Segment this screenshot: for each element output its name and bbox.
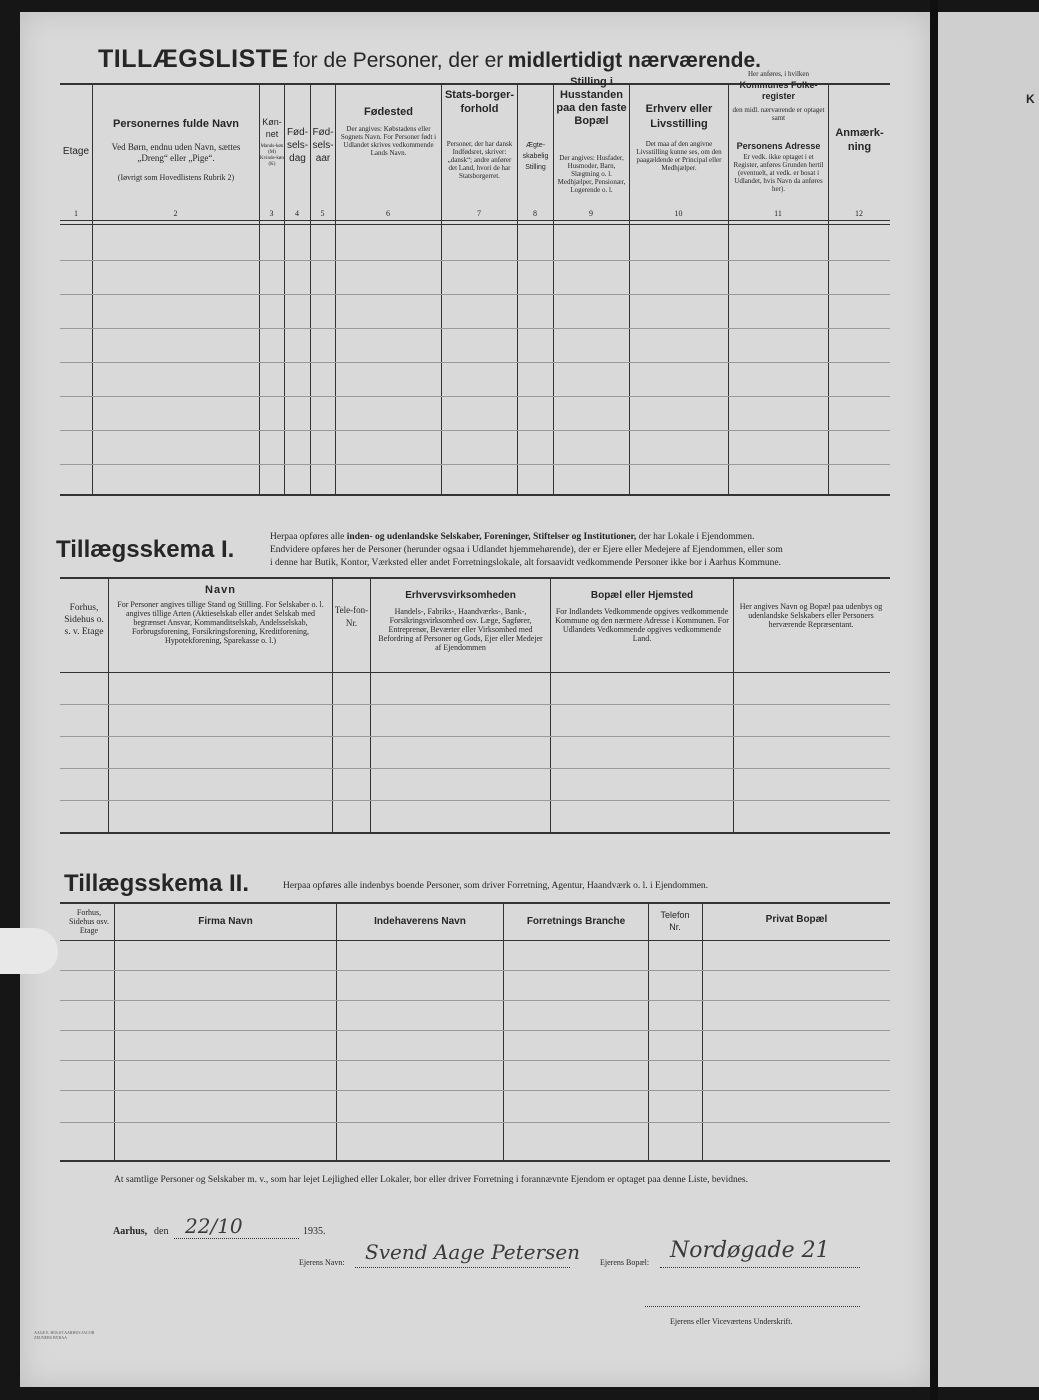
- title-end: midlertidigt nærværende.: [507, 49, 761, 72]
- col-koen: Køn-net: [262, 117, 282, 139]
- col-num: 11: [774, 209, 782, 218]
- thumb-overlay: [0, 928, 58, 974]
- owner-address-handwritten: Nordøgade 21: [670, 1238, 830, 1263]
- skema1-text-line2: Endvidere opføres her de Personer (herunder ogsaa i Udlandet hjemmehørende), der er Ejere eller Medejere af Ejendommen, eller som: [270, 545, 783, 555]
- skema1-text1a: Herpaa opføres alle: [270, 532, 345, 542]
- col-aegteskab: Ægte-skabelig Stilling: [522, 142, 549, 171]
- col-name-title: Personernes fulde Navn: [113, 118, 239, 130]
- year-label: 1935.: [303, 1226, 326, 1237]
- col-folkeregister-mid: den midl. nærværende er optaget samt: [732, 106, 825, 122]
- col-name-note: Ved Børn, endnu uden Navn, sættes „Dreng“ eller „Pige“.: [111, 142, 241, 163]
- col-foedselsdag: Fød-sels-dag: [286, 127, 309, 164]
- printer-mark: AAGE E. HOLST AARHUS JACOB ZEUNERS BYRAA: [34, 1330, 95, 1340]
- skema1-col-bopael-note: For Indlandets Vedkommende opgives vedkommende Kommune og den nærmere Adresse i Kommunen. For Udlandets Vedkommende opgives vedkommende Land.: [555, 607, 729, 643]
- owner-name-signature: Svend Aage Petersen: [365, 1240, 581, 1264]
- skema2-col-firma: Firma Navn: [198, 916, 253, 927]
- col-erhverv-title: Erhverv eller Livsstilling: [645, 103, 713, 130]
- skema2-instructions: Herpaa opføres alle indenbys boende Personer, som driver Forretning, Agentur, Haandværk o. l. i Ejendommen.: [283, 881, 709, 891]
- col-foedested-title: Fødested: [364, 106, 413, 118]
- col-erhverv-note: Det maa af den angivne Livsstilling kunne ses, om den paagældende er Principal eller Medhjælper.: [636, 140, 722, 172]
- owner-address-label: Ejerens Bopæl:: [600, 1258, 650, 1267]
- den-label: den: [154, 1226, 169, 1237]
- page-gutter: [930, 0, 938, 1400]
- skema1-text-line3: i denne har Butik, Kontor, Værksted eller andet Forretningslokale, alt forsaavidt vedkommende Personer ikke bor i Aarhus Kommune.: [270, 558, 782, 568]
- skema1-text-line1: [270, 531, 890, 544]
- col-foedested-note: Der angives: Købstadens eller Sognets Navn. For Personer født i Udlandet skrives vedkommende Lands Navn.: [340, 125, 437, 157]
- col-num: 9: [589, 209, 593, 218]
- adjacent-page: [938, 12, 1039, 1387]
- skema1-col-repraesentant: Her angives Navn og Bopæl paa udenbys og udenlandske Selskabers eller Personers herværende Repræsentant.: [739, 602, 883, 629]
- col-num: 10: [674, 209, 683, 218]
- col-num: 5: [320, 209, 325, 218]
- place-label: Aarhus,: [113, 1226, 148, 1237]
- date-handwritten: 22/10: [185, 1214, 243, 1238]
- skema1-col-navn-title: Navn: [205, 584, 236, 596]
- skema1-col-bopael-title: Bopæl eller Hjemsted: [590, 590, 694, 601]
- skema1-col-telefon: Tele-fon-Nr.: [334, 605, 369, 628]
- adjacent-page-fragment: K: [1026, 92, 1035, 106]
- skema2-col-indehaver: Indehaverens Navn: [374, 916, 466, 927]
- title-mid: for de Personer, der er: [293, 49, 504, 72]
- col-num: 7: [477, 209, 481, 218]
- skema2-col-branche: Forretnings Branche: [526, 916, 626, 927]
- col-num: 1: [74, 209, 78, 218]
- col-num: 3: [269, 209, 274, 218]
- col-foedselsaar: Fød-sels-aar: [312, 127, 334, 164]
- skema1-text1b: inden- og udenlandske Selskaber, Foreninger, Stiftelser og Institutioner,: [346, 532, 637, 542]
- col-name-note2: (Iøvrigt som Hovedlistens Rubrik 2): [117, 173, 235, 182]
- col-adresse-note: Er vedk. ikke optaget i et Register, anføres Grunden hertil (eventuelt, at vedk. er bosat i Udlandet, hvis Navn da anføres her).: [733, 153, 824, 193]
- skema1-instructions: [270, 531, 890, 570]
- skema2-title: Tillægsskema II.: [64, 870, 249, 897]
- col-stilling-title: Stilling i Husstanden paa den faste Bopæl: [556, 76, 627, 127]
- col-num: 4: [295, 209, 299, 218]
- col-koen-note: Mands-køn (M) Kvinde-køn (K): [260, 144, 284, 167]
- skema2-col-bopael: Privat Bopæl: [765, 914, 828, 925]
- col-anmaerkning: Anmærk-ning: [835, 127, 884, 153]
- col-folkeregister-title: Kommunes Folke-register: [739, 80, 818, 101]
- skema1-text1c: der har Lokale i Ejendommen.: [638, 532, 755, 542]
- col-statsborger-title: Stats-borger-forhold: [444, 89, 515, 115]
- skema1-col-erhverv-title: Erhvervsvirksomheden: [405, 590, 516, 601]
- skema2-col-telefon: Telefon Nr.: [660, 910, 690, 932]
- col-num: 2: [173, 209, 178, 218]
- col-stilling-note: Der angives: Husfader, Husmoder, Barn, Slægtning o. l. Medhjælper, Pensionær, Logerende o. l.: [557, 154, 626, 194]
- skema1-col-etage: Forhus, Sidehus o. s. v. Etage: [64, 603, 104, 637]
- declaration-statement: At samtlige Personer og Selskaber m. v., som har lejet Lejlighed eller Lokaler, bor eller driver Forretning i forannævnte Ejendom er optaget paa denne Liste, bevidnes.: [114, 1175, 748, 1185]
- col-num: 6: [386, 209, 390, 218]
- skema1-col-navn-note: For Personer angives tillige Stand og Stilling. For Selskaber o. l. angives tillige Arten (Aktieselskab eller andet Selskab med begrænset Ansvar, Kommanditselskab, Andelsselskab, Forbrugsforening, Forsikringsforening, Kreditforening, Hypotekforening, Sparekasse o. l.): [117, 600, 324, 645]
- col-adresse-title: Personens Adresse: [736, 141, 821, 151]
- col-statsborger-note: Personer, der har dansk Indfødsret, skriver: „dansk“; andre anfører det Land, hvori de har Statsborgerret.: [446, 140, 513, 180]
- signature-label: Ejerens eller Viceværtens Underskrift.: [670, 1317, 793, 1326]
- form-title: [98, 45, 761, 74]
- skema2-col-etage: Forhus, Sidehus osv. Etage: [69, 908, 109, 935]
- owner-name-label: Ejerens Navn:: [299, 1258, 345, 1267]
- title-main: TILLÆGSLISTE: [98, 45, 289, 73]
- col-num: 12: [855, 209, 863, 218]
- form-page: [20, 12, 930, 1387]
- col-etage: Etage: [62, 146, 90, 157]
- col-folkeregister-top: Her anføres, i hvilken: [747, 70, 810, 78]
- skema1-col-erhverv-note: Handels-, Fabriks-, Haandværks-, Bank-, Forsikringsvirksomhed osv. Læge, Sagfører, Entreprenør, Beværter eller Virksomhed med Befordring af Personer og Gods, Ejer eller Medejer af Ejendommen: [378, 607, 543, 652]
- skema1-title: Tillægsskema I.: [56, 536, 235, 563]
- col-num: 8: [533, 209, 537, 218]
